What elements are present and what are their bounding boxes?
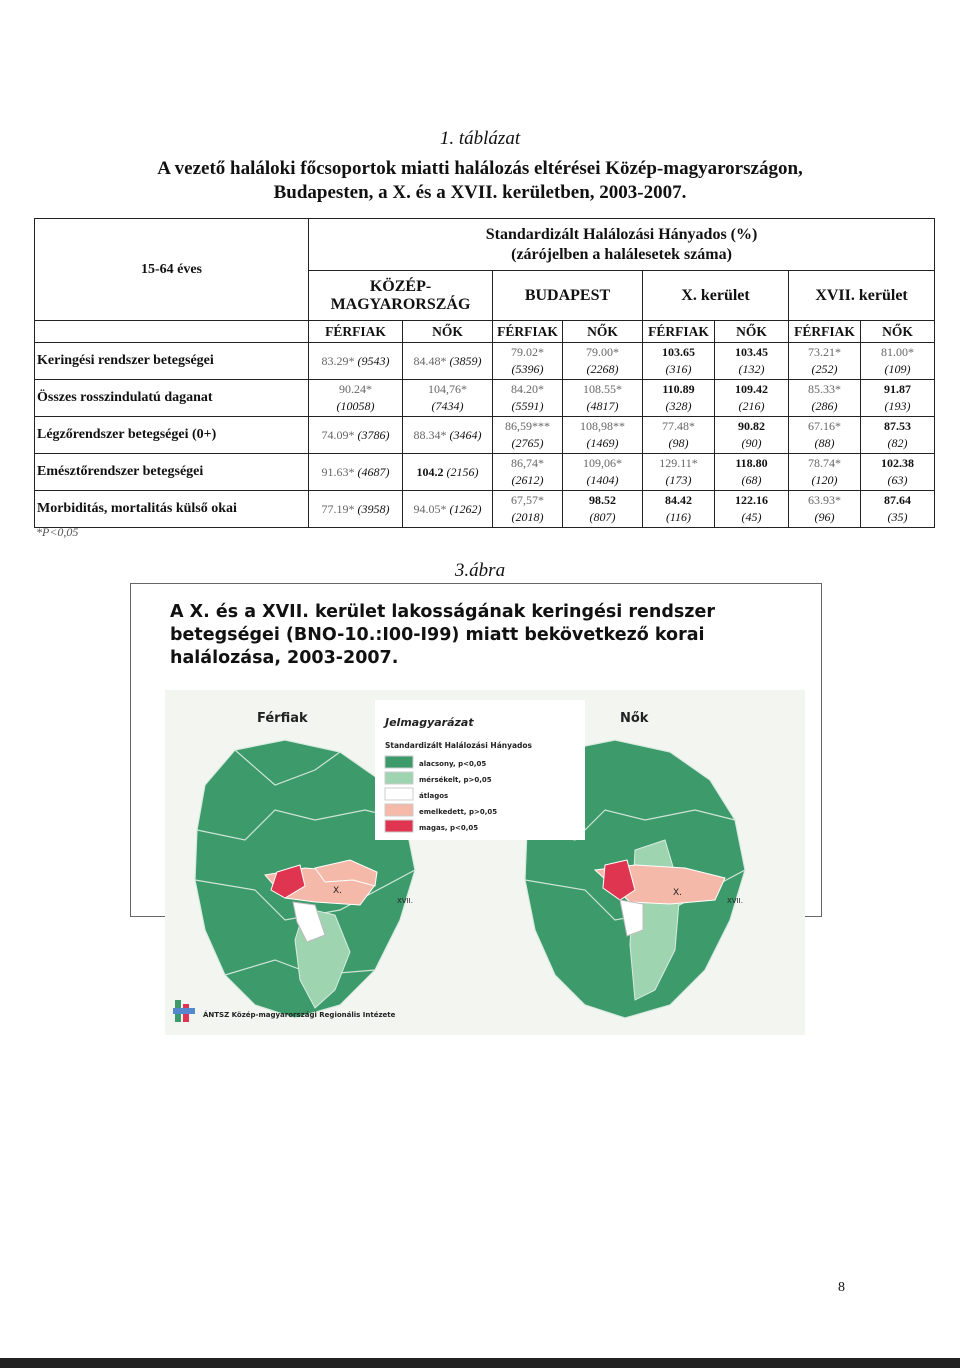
death-count: (63) bbox=[887, 473, 908, 487]
smr-value: 84.42 bbox=[665, 493, 692, 507]
smr-value: 67.16* bbox=[808, 419, 841, 433]
smr-value: 86,59*** bbox=[505, 419, 550, 433]
age-label: 15-64 éves bbox=[35, 219, 309, 321]
value-cell bbox=[861, 380, 935, 417]
smr-value: 109.42 bbox=[735, 382, 768, 396]
smr-value: 90.24* bbox=[339, 382, 372, 396]
death-count: (109) bbox=[884, 362, 911, 376]
sex-header: FÉRFIAK bbox=[493, 321, 563, 343]
value-cell bbox=[309, 380, 403, 417]
table-row bbox=[35, 454, 935, 491]
value-cell bbox=[493, 454, 563, 491]
value-cell bbox=[493, 343, 563, 380]
death-count: (286) bbox=[811, 399, 838, 413]
legend-swatch bbox=[385, 772, 413, 784]
smr-value: 87.64 bbox=[884, 493, 912, 507]
value-cell bbox=[493, 380, 563, 417]
death-count: (216) bbox=[738, 399, 765, 413]
smr-value: 86,74* bbox=[511, 456, 544, 470]
mortality-table bbox=[34, 218, 935, 528]
death-count: (132) bbox=[738, 362, 765, 376]
death-count: (9543) bbox=[357, 353, 390, 368]
death-count: (90) bbox=[741, 436, 762, 450]
death-count: (96) bbox=[814, 510, 835, 524]
group-header: Standardizált Halálozási Hányados (%) (zárójelben a halálesetek száma) bbox=[309, 219, 935, 271]
value-cell bbox=[861, 343, 935, 380]
smr-value: 110.89 bbox=[662, 382, 695, 396]
smr-value: 109,06* bbox=[583, 456, 622, 470]
smr-value: 74.09* bbox=[321, 427, 355, 442]
source-text: ÁNTSZ Közép-magyarországi Regionális Intézete bbox=[203, 1011, 396, 1019]
value-cell bbox=[715, 380, 789, 417]
value-cell bbox=[563, 417, 643, 454]
value-cell bbox=[643, 417, 715, 454]
smr-value: 73.21* bbox=[808, 345, 841, 359]
value-cell bbox=[403, 417, 493, 454]
value-cell bbox=[715, 343, 789, 380]
smr-value: 104.2 bbox=[416, 464, 444, 479]
death-count: (2268) bbox=[586, 362, 619, 376]
smr-value: 84.48* bbox=[413, 353, 447, 368]
death-count: (316) bbox=[665, 362, 692, 376]
smr-value: 81.00* bbox=[881, 345, 915, 359]
death-count: (35) bbox=[887, 510, 908, 524]
smr-value: 79.02* bbox=[511, 345, 544, 359]
death-count: (1404) bbox=[586, 473, 619, 487]
smr-value: 90.82 bbox=[738, 419, 765, 433]
smr-value: 77.48* bbox=[662, 419, 695, 433]
map-women-label-xvii: XVII. bbox=[727, 897, 743, 905]
map-women-title: Nők bbox=[620, 711, 649, 726]
death-count: (2018) bbox=[511, 510, 544, 524]
region-header-kozep: KÖZÉP-MAGYARORSZÁG bbox=[309, 271, 493, 321]
smr-value: 129.11* bbox=[659, 456, 698, 470]
table-caption-title: A vezető haláloki főcsoportok miatti halálozás eltérései Közép-magyarországon, Budapesten, a X. és a XVII. kerületben, 2003-2007. bbox=[157, 158, 803, 203]
death-count: (120) bbox=[811, 473, 838, 487]
smr-value: 91.87 bbox=[884, 382, 912, 396]
sex-header: NŐK bbox=[403, 321, 493, 343]
death-count: (3464) bbox=[449, 427, 482, 442]
legend-label: emelkedett, p>0,05 bbox=[419, 808, 498, 816]
sex-header: NŐK bbox=[715, 321, 789, 343]
sex-header: NŐK bbox=[563, 321, 643, 343]
value-cell bbox=[309, 343, 403, 380]
smr-value: 108,98** bbox=[580, 419, 625, 433]
death-count: (252) bbox=[811, 362, 838, 376]
smr-value: 67,57* bbox=[511, 493, 544, 507]
value-cell bbox=[643, 491, 715, 528]
sex-header: FÉRFIAK bbox=[309, 321, 403, 343]
figure-title: A X. és a XVII. kerület lakosságának keringési rendszer betegségei (BNO-10.:I00-I99) miatt bekövetkező korai halálozása, 2003-2007. bbox=[170, 602, 715, 668]
legend-label: magas, p<0,05 bbox=[419, 824, 479, 832]
death-count: (2156) bbox=[446, 464, 479, 479]
table-row bbox=[35, 491, 935, 528]
death-count: (4687) bbox=[357, 464, 390, 479]
smr-value: 78.74* bbox=[808, 456, 841, 470]
smr-value: 88.34* bbox=[413, 427, 447, 442]
smr-value: 63.93* bbox=[808, 493, 841, 507]
smr-value: 104,76* bbox=[428, 382, 467, 396]
value-cell bbox=[861, 491, 935, 528]
death-count: (98) bbox=[668, 436, 689, 450]
region-header-budapest: BUDAPEST bbox=[493, 271, 643, 321]
death-count: (45) bbox=[741, 510, 762, 524]
smr-value: 103.45 bbox=[735, 345, 768, 359]
death-count: (68) bbox=[741, 473, 762, 487]
value-cell bbox=[309, 417, 403, 454]
scan-edge bbox=[0, 1358, 960, 1368]
death-count: (10058) bbox=[336, 399, 375, 413]
value-cell bbox=[403, 380, 493, 417]
sex-header: FÉRFIAK bbox=[789, 321, 861, 343]
smr-value: 98.52 bbox=[589, 493, 616, 507]
value-cell bbox=[403, 454, 493, 491]
smr-value: 108.55* bbox=[583, 382, 622, 396]
value-cell bbox=[861, 454, 935, 491]
death-count: (2612) bbox=[511, 473, 544, 487]
smr-value: 77.19* bbox=[321, 501, 355, 516]
death-count: (3958) bbox=[357, 501, 390, 516]
table-row bbox=[35, 417, 935, 454]
smr-value: 83.29* bbox=[321, 353, 355, 368]
map-women-label-x: X. bbox=[673, 888, 683, 898]
death-count: (1469) bbox=[586, 436, 619, 450]
value-cell bbox=[563, 380, 643, 417]
legend-swatch bbox=[385, 788, 413, 800]
legend-label: alacsony, p<0,05 bbox=[419, 760, 487, 768]
smr-value: 79.00* bbox=[586, 345, 619, 359]
death-count: (807) bbox=[589, 510, 616, 524]
value-cell bbox=[643, 380, 715, 417]
table-caption-number: 1. táblázat bbox=[439, 128, 521, 149]
death-count: (5396) bbox=[511, 362, 544, 376]
smr-value: 118.80 bbox=[735, 456, 768, 470]
death-count: (1262) bbox=[449, 501, 482, 516]
death-count: (82) bbox=[887, 436, 908, 450]
map-panel bbox=[165, 690, 805, 1035]
table-footnote: *P<0,05 bbox=[36, 525, 79, 539]
death-count: (88) bbox=[814, 436, 835, 450]
smr-value: 91.63* bbox=[321, 464, 355, 479]
death-count: (173) bbox=[665, 473, 692, 487]
value-cell bbox=[563, 491, 643, 528]
sex-header: NŐK bbox=[861, 321, 935, 343]
legend-swatch bbox=[385, 820, 413, 832]
death-count: (328) bbox=[665, 399, 692, 413]
value-cell bbox=[493, 491, 563, 528]
value-cell bbox=[563, 454, 643, 491]
death-count: (7434) bbox=[431, 399, 464, 413]
value-cell bbox=[715, 491, 789, 528]
legend-label: átlagos bbox=[419, 792, 449, 800]
source-logo-cross bbox=[173, 1008, 195, 1014]
row-label: Keringési rendszer betegségei bbox=[35, 343, 309, 380]
value-cell bbox=[563, 343, 643, 380]
table-row bbox=[35, 343, 935, 380]
value-cell bbox=[789, 417, 861, 454]
value-cell bbox=[789, 491, 861, 528]
map-men-label-xvii: XVII. bbox=[397, 897, 413, 905]
smr-value: 122.16 bbox=[735, 493, 768, 507]
value-cell bbox=[309, 491, 403, 528]
smr-value: 94.05* bbox=[413, 501, 447, 516]
region-header-xvii: XVII. kerület bbox=[789, 271, 935, 321]
figure-number: 3.ábra bbox=[454, 560, 506, 581]
death-count: (3786) bbox=[357, 427, 390, 442]
value-cell bbox=[789, 454, 861, 491]
death-count: (116) bbox=[665, 510, 692, 524]
smr-value: 84.20* bbox=[511, 382, 544, 396]
map-graphic bbox=[165, 690, 805, 1035]
legend-subtitle: Standardizált Halálozási Hányados bbox=[385, 741, 533, 750]
death-count: (2765) bbox=[511, 436, 544, 450]
value-cell bbox=[403, 343, 493, 380]
value-cell bbox=[493, 417, 563, 454]
value-cell bbox=[309, 454, 403, 491]
death-count: (3859) bbox=[449, 353, 482, 368]
sex-header: FÉRFIAK bbox=[643, 321, 715, 343]
row-label: Összes rosszindulatú daganat bbox=[35, 380, 309, 417]
value-cell bbox=[403, 491, 493, 528]
region-header-x: X. kerület bbox=[643, 271, 789, 321]
smr-value: 85.33* bbox=[808, 382, 841, 396]
legend-title: Jelmagyarázat bbox=[385, 716, 474, 729]
map-men-title: Férfiak bbox=[257, 711, 308, 726]
smr-value: 102.38 bbox=[881, 456, 915, 470]
sex-header-blank bbox=[35, 321, 309, 343]
value-cell bbox=[789, 343, 861, 380]
value-cell bbox=[861, 417, 935, 454]
legend-swatch bbox=[385, 804, 413, 816]
death-count: (5591) bbox=[511, 399, 544, 413]
death-count: (4817) bbox=[586, 399, 619, 413]
table-row bbox=[35, 380, 935, 417]
value-cell bbox=[715, 454, 789, 491]
map-men-label-x: X. bbox=[333, 886, 343, 896]
legend-label: mérsékelt, p>0,05 bbox=[419, 776, 492, 784]
row-label: Emésztőrendszer betegségei bbox=[35, 454, 309, 491]
smr-value: 87.53 bbox=[884, 419, 912, 433]
page-number: 8 bbox=[838, 1280, 845, 1295]
value-cell bbox=[643, 454, 715, 491]
value-cell bbox=[643, 343, 715, 380]
legend-swatch bbox=[385, 756, 413, 768]
smr-value: 103.65 bbox=[662, 345, 695, 359]
death-count: (193) bbox=[884, 399, 911, 413]
row-label: Morbiditás, mortalitás külső okai bbox=[35, 491, 309, 528]
value-cell bbox=[715, 417, 789, 454]
row-label: Légzőrendszer betegségei (0+) bbox=[35, 417, 309, 454]
value-cell bbox=[789, 380, 861, 417]
